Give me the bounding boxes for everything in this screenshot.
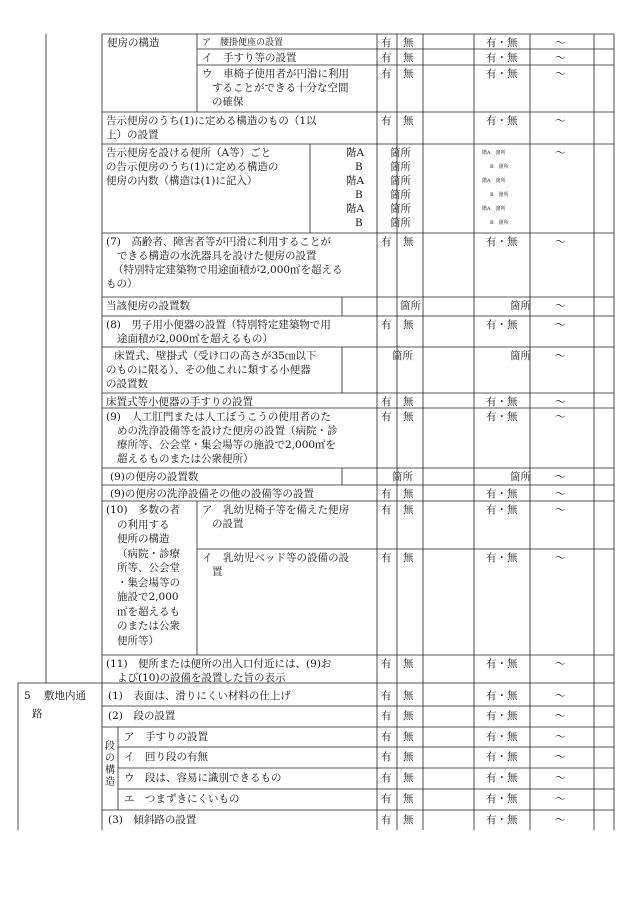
item8-floor-line3: の設置数 xyxy=(106,378,148,390)
no-option[interactable]: 無 xyxy=(403,115,414,127)
item9-line3: 療所等、公会堂・集会場等の施設で2,000㎡を xyxy=(117,439,337,451)
period-tilde[interactable]: 〜 xyxy=(555,147,566,159)
period-tilde[interactable]: 〜 xyxy=(555,751,566,763)
item10-a-line2: の設置 xyxy=(212,518,244,530)
yes-option[interactable]: 有 xyxy=(381,319,392,331)
yes-option[interactable]: 有 xyxy=(381,396,392,408)
period-tilde[interactable]: 〜 xyxy=(555,115,566,127)
item7-line2: できる構造の水洗器具を設けた便房の設置 xyxy=(117,250,317,262)
item10-line: （病院・診療 xyxy=(117,547,180,560)
yes-option[interactable]: 有 xyxy=(381,793,392,805)
period-tilde[interactable]: 〜 xyxy=(555,814,566,826)
item7-count-places: 箇所 xyxy=(400,300,421,312)
floor-b-1: B xyxy=(355,161,363,173)
item9-equipment: (9)の便房の洗浄設備その他の設備等の設置 xyxy=(110,488,314,500)
step-u: ウ 段は、容易に識別できるもの xyxy=(124,772,282,784)
yes-no-option[interactable]: 有・無 xyxy=(486,68,518,80)
item8-floor-places-2: 箇所 xyxy=(510,350,531,362)
section5-surface: (1) 表面は、滑りにくい材料の仕上げ xyxy=(108,690,291,702)
yes-no-option[interactable]: 有・無 xyxy=(486,52,518,64)
period-tilde[interactable]: 〜 xyxy=(555,504,566,516)
period-tilde[interactable]: 〜 xyxy=(555,658,566,670)
yes-no-option[interactable]: 有・無 xyxy=(486,793,518,805)
section5-slope: (3) 傾斜路の設置 xyxy=(108,814,197,826)
step-a: ア 手すりの設置 xyxy=(124,731,208,743)
no-option[interactable]: 無 xyxy=(403,658,414,670)
toilet-count-line2: の告示便房のうち(1)に定める構造の xyxy=(106,161,279,173)
toilet-count-line3: 便房の内数（構造は(1)に記入） xyxy=(106,175,258,187)
period-tilde[interactable]: 〜 xyxy=(555,411,566,423)
item10-line: 所等、公会堂 xyxy=(117,562,180,574)
toilet-structure-u-line3: の確保 xyxy=(212,96,244,108)
item7-line4: もの） xyxy=(106,278,138,290)
notice-toilet-line1: 告示便房のうち(1)に定める構造のもの（1以 xyxy=(106,115,317,127)
yes-option[interactable]: 有 xyxy=(381,236,392,248)
floor-a-1: 階A xyxy=(346,147,365,159)
yes-no-option[interactable]: 有・無 xyxy=(486,552,518,564)
toilet-structure-u-line1: ウ 車椅子使用者が円滑に利用 xyxy=(202,68,349,80)
section5-title-line1: 敷地内通 xyxy=(44,690,86,702)
places-4: 箇所 xyxy=(390,189,411,201)
yes-no-option[interactable]: 有・無 xyxy=(486,411,518,423)
item10-a-line1: ア 乳幼児椅子等を備えた便房 xyxy=(202,504,349,516)
yes-option[interactable]: 有 xyxy=(381,814,392,826)
yes-option[interactable]: 有 xyxy=(381,751,392,763)
period-tilde[interactable]: 〜 xyxy=(555,552,566,564)
yes-no-option[interactable]: 有・無 xyxy=(486,772,518,784)
toilet-structure-label: 便房の構造 xyxy=(107,37,160,49)
step-structure-char: 造 xyxy=(105,777,115,788)
item10-line: 便所等） xyxy=(117,634,159,647)
yes-option[interactable]: 有 xyxy=(381,690,392,702)
period-tilde[interactable]: 〜 xyxy=(555,396,566,408)
yes-option[interactable]: 有 xyxy=(381,658,392,670)
period-tilde[interactable]: 〜 xyxy=(555,793,566,805)
step-structure-char: 段 xyxy=(105,741,115,752)
item7-count: 当該便房の設置数 xyxy=(106,300,190,312)
item10-line: (10) 多数の者 xyxy=(106,504,181,516)
item9-count: (9)の便房の設置数 xyxy=(110,471,199,483)
item8-line2: 途面積が2,000㎡を超えるもの） xyxy=(117,333,274,345)
yes-option[interactable]: 有 xyxy=(381,411,392,423)
period-tilde[interactable]: 〜 xyxy=(555,710,566,722)
small-floor-a-3: 階A 箇所 xyxy=(482,206,506,212)
section5-steps: (2) 段の設置 xyxy=(108,710,176,722)
small-floor-a-1: 階A 箇所 xyxy=(482,150,506,156)
item7-line1: (7) 高齢者、障害者等が円滑に利用することが xyxy=(106,236,331,248)
no-option[interactable]: 無 xyxy=(403,52,414,64)
yes-option[interactable]: 有 xyxy=(381,52,392,64)
item11-line1: (11) 便所または便所の出入口付近には、(9)お xyxy=(106,658,332,670)
yes-no-option[interactable]: 有・無 xyxy=(486,236,518,248)
item10-line: ㎡を超えるも xyxy=(117,605,180,618)
small-floor-b-3: B 箇所 xyxy=(490,220,509,226)
toilet-structure-u-line2: することができる十分な空間 xyxy=(212,82,349,94)
period-tilde[interactable]: 〜 xyxy=(555,350,566,362)
yes-option[interactable]: 有 xyxy=(381,772,392,784)
yes-no-option[interactable]: 有・無 xyxy=(486,37,518,49)
period-tilde[interactable]: 〜 xyxy=(555,488,566,500)
no-option[interactable]: 無 xyxy=(403,793,414,805)
item10-line: の利用する xyxy=(117,518,170,531)
yes-option[interactable]: 有 xyxy=(381,504,392,516)
places-2: 箇所 xyxy=(390,161,411,173)
step-e: エ つまずきにくいもの xyxy=(124,793,240,805)
period-tilde[interactable]: 〜 xyxy=(555,772,566,784)
floor-a-3: 階A xyxy=(346,203,365,215)
yes-no-option[interactable]: 有・無 xyxy=(486,396,518,408)
item8-handrail: 床置式等小便器の手すりの設置 xyxy=(106,396,253,408)
toilet-count-line1: 告示便房を設ける便所（A等）ごと xyxy=(106,147,272,159)
item9-line1: (9) 人工肛門または人工ぼうこうの使用者のた xyxy=(106,411,331,423)
item9-count-places: 箇所 xyxy=(392,471,413,483)
item9-line2: めの洗浄設備等を設けた便房の設置（病院・診 xyxy=(117,425,338,437)
item8-floor-line2: のものに限る）、その他これに類する小便器 xyxy=(106,364,311,376)
item11-line2: よび(10)の設備を設置した旨の表示 xyxy=(117,672,286,684)
yes-no-option[interactable]: 有・無 xyxy=(486,690,518,702)
places-5: 箇所 xyxy=(390,203,411,215)
yes-option[interactable]: 有 xyxy=(381,710,392,722)
item10-line: 便所の構造 xyxy=(117,533,170,545)
places-1: 箇所 xyxy=(390,147,411,159)
floor-b-2: B xyxy=(355,189,363,201)
no-option[interactable]: 無 xyxy=(403,68,414,80)
no-option[interactable]: 無 xyxy=(403,814,414,826)
item8-floor-line1: 床置式、壁掛式（受け口の高さが35㎝以下 xyxy=(114,350,317,362)
item10-line: 施設で2,000 xyxy=(117,591,179,603)
item9-count-places-2: 箇所 xyxy=(510,471,531,483)
floor-b-3: B xyxy=(355,217,363,229)
toilet-structure-a: ア 腰掛便座の設置 xyxy=(202,38,284,48)
yes-option[interactable]: 有 xyxy=(381,488,392,500)
item8-line1: (8) 男子用小便器の設置（特別特定建築物で用 xyxy=(106,319,331,331)
no-option[interactable]: 無 xyxy=(403,731,414,743)
period-tilde[interactable]: 〜 xyxy=(555,52,566,64)
item10-line: のまたは公衆 xyxy=(117,620,180,632)
yes-option[interactable]: 有 xyxy=(381,731,392,743)
yes-no-option[interactable]: 有・無 xyxy=(486,658,518,670)
item10-i-line2: 置 xyxy=(212,566,223,578)
yes-no-option[interactable]: 有・無 xyxy=(486,115,518,127)
period-tilde[interactable]: 〜 xyxy=(555,68,566,80)
places-6: 箇所 xyxy=(390,217,411,229)
yes-no-option[interactable]: 有・無 xyxy=(486,710,518,722)
no-option[interactable]: 無 xyxy=(403,710,414,722)
yes-no-option[interactable]: 有・無 xyxy=(486,731,518,743)
step-i: イ 回り段の有無 xyxy=(124,751,208,763)
notice-toilet-line2: 上）の設置 xyxy=(106,129,159,141)
no-option[interactable]: 無 xyxy=(403,411,414,423)
period-tilde[interactable]: 〜 xyxy=(555,731,566,743)
small-floor-a-2: 階A 箇所 xyxy=(482,178,506,184)
no-option[interactable]: 無 xyxy=(403,772,414,784)
period-tilde[interactable]: 〜 xyxy=(555,236,566,248)
item10-i-line1: イ 乳幼児ベッド等の設備の設 xyxy=(202,552,349,564)
yes-no-option[interactable]: 有・無 xyxy=(486,751,518,763)
small-floor-b-1: B 箇所 xyxy=(490,164,509,170)
period-tilde[interactable]: 〜 xyxy=(555,471,566,483)
step-structure-char: の xyxy=(105,753,115,764)
toilet-structure-i: イ 手すり等の設置 xyxy=(202,52,297,64)
no-option[interactable]: 無 xyxy=(403,236,414,248)
no-option[interactable]: 無 xyxy=(403,504,414,516)
yes-no-option[interactable]: 有・無 xyxy=(486,814,518,826)
no-option[interactable]: 無 xyxy=(403,319,414,331)
no-option[interactable]: 無 xyxy=(403,37,414,49)
period-tilde[interactable]: 〜 xyxy=(555,300,566,312)
item7-line3: （特別特定建築物で用途面積が2,000㎡を超える xyxy=(113,264,343,276)
period-tilde[interactable]: 〜 xyxy=(555,690,566,702)
step-structure-char: 構 xyxy=(105,765,115,776)
floor-a-2: 階A xyxy=(346,175,365,187)
item9-line4: 超えるものまたは公衆便所） xyxy=(117,453,254,465)
no-option[interactable]: 無 xyxy=(403,396,414,408)
period-tilde[interactable]: 〜 xyxy=(555,37,566,49)
yes-option[interactable]: 有 xyxy=(381,552,392,564)
yes-no-option[interactable]: 有・無 xyxy=(486,488,518,500)
yes-option[interactable]: 有 xyxy=(381,115,392,127)
no-option[interactable]: 無 xyxy=(403,751,414,763)
no-option[interactable]: 無 xyxy=(403,488,414,500)
item8-floor-places: 箇所 xyxy=(392,350,413,362)
yes-option[interactable]: 有 xyxy=(381,68,392,80)
no-option[interactable]: 無 xyxy=(403,552,414,564)
yes-option[interactable]: 有 xyxy=(381,37,392,49)
item10-line: ・集会場等の xyxy=(117,576,180,589)
section5-number: 5 xyxy=(24,690,31,702)
places-3: 箇所 xyxy=(390,175,411,187)
section5-title-line2: 路 xyxy=(32,708,43,720)
small-floor-b-2: B 箇所 xyxy=(490,192,509,198)
item7-count-places-2: 箇所 xyxy=(510,300,531,312)
period-tilde[interactable]: 〜 xyxy=(555,319,566,331)
yes-no-option[interactable]: 有・無 xyxy=(486,319,518,331)
yes-no-option[interactable]: 有・無 xyxy=(486,504,518,516)
no-option[interactable]: 無 xyxy=(403,690,414,702)
